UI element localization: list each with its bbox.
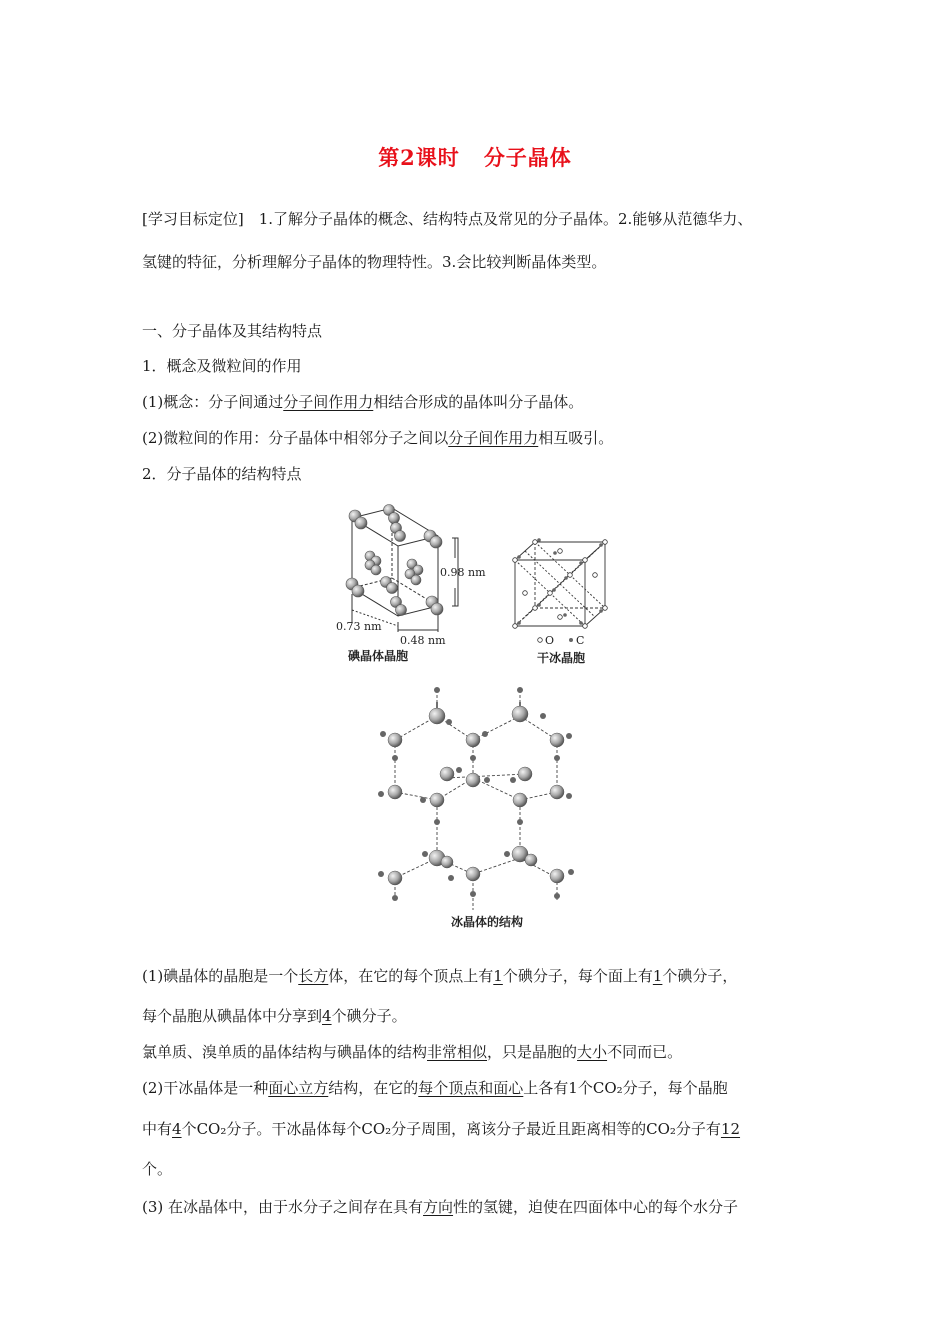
- lesson-topic: 分子晶体: [483, 145, 572, 170]
- blank-answer: 非常相似: [427, 1043, 488, 1061]
- ice-structure-figure: [365, 682, 590, 932]
- concept-heading: 1．概念及微粒间的作用: [142, 357, 302, 375]
- halogen-paragraph: 氯单质、溴单质的晶体结构与碘晶体的结构非常相似，只是晶胞的大小不同而已。: [142, 1043, 683, 1061]
- iodine-width-label: 0.48 nm: [400, 634, 446, 647]
- blank-answer: 长方: [298, 967, 329, 985]
- objectives-line-2: 氢键的特征，分析理解分子晶体的物理特性。3.会比较判断晶体类型。: [142, 253, 607, 271]
- blank-answer: 面心立方: [268, 1079, 329, 1097]
- carbon-legend-marker: [569, 638, 573, 642]
- dry-ice-unit-cell-figure: [505, 530, 620, 670]
- iodine-paragraph-line-2: 每个晶胞从碘晶体中分享到4个碘分子。: [142, 1007, 407, 1025]
- structure-heading: 2．分子晶体的结构特点: [142, 465, 302, 483]
- ice-paragraph-line-1: (3) 在冰晶体中，由于水分子之间存在具有方向性的氢键，迫使在四面体中心的每个水分子: [142, 1198, 739, 1216]
- blank-answer: 12: [720, 1120, 741, 1138]
- blank-answer: 分子间作用力: [448, 429, 539, 447]
- blank-answer: 1: [652, 967, 663, 985]
- oxygen-legend-marker: [538, 638, 543, 643]
- ice-caption: 冰晶体的结构: [451, 915, 524, 929]
- iodine-paragraph-line-1: (1)碘晶体的晶胞是一个长方体，在它的每个顶点上有1个碘分子，每个面上有1个碘分子，: [142, 967, 738, 985]
- blank-answer: 4: [172, 1120, 182, 1138]
- blank-answer: 方向: [423, 1198, 454, 1216]
- dry-ice-paragraph-line-1: (2)干冰晶体是一种面心立方结构，在它的每个顶点和面心上各有1个CO₂分子，每个晶胞: [142, 1079, 728, 1097]
- dry-ice-paragraph-line-3: 个。: [142, 1160, 173, 1178]
- page-title: [0, 142, 950, 172]
- blank-answer: 每个顶点和面心: [418, 1079, 524, 1097]
- iodine-depth-label: 0.73 nm: [336, 620, 382, 633]
- blank-answer: 分子间作用力: [283, 393, 374, 411]
- concept-interaction: (2)微粒间的作用：分子晶体中相邻分子之间以分子间作用力相互吸引。: [142, 429, 614, 447]
- iodine-height-label: 0.98 nm: [440, 566, 486, 579]
- blank-answer: 1: [493, 967, 503, 985]
- blank-answer: 大小: [577, 1043, 608, 1061]
- section-heading: 一、分子晶体及其结构特点: [142, 322, 323, 340]
- dry-ice-paragraph-line-2: 中有4个CO₂分子。干冰晶体每个CO₂分子周围，离该分子最近且距离相等的CO₂分子有12: [142, 1120, 741, 1138]
- legend-oxygen: O: [545, 634, 555, 647]
- iodine-caption: 碘晶体晶胞: [348, 649, 409, 663]
- iodine-unit-cell-figure: [330, 498, 500, 668]
- concept-definition: (1)概念：分子间通过分子间作用力相结合形成的晶体叫分子晶体。: [142, 393, 584, 411]
- dry-ice-caption: 干冰晶胞: [537, 651, 586, 665]
- legend-carbon: C: [576, 634, 585, 647]
- blank-answer: 4: [322, 1007, 332, 1025]
- lesson-number: 第2课时: [378, 145, 460, 170]
- objectives-line-1: [学习目标定位] 1.了解分子晶体的概念、结构特点及常见的分子晶体。2.能够从范德华力、: [142, 210, 753, 228]
